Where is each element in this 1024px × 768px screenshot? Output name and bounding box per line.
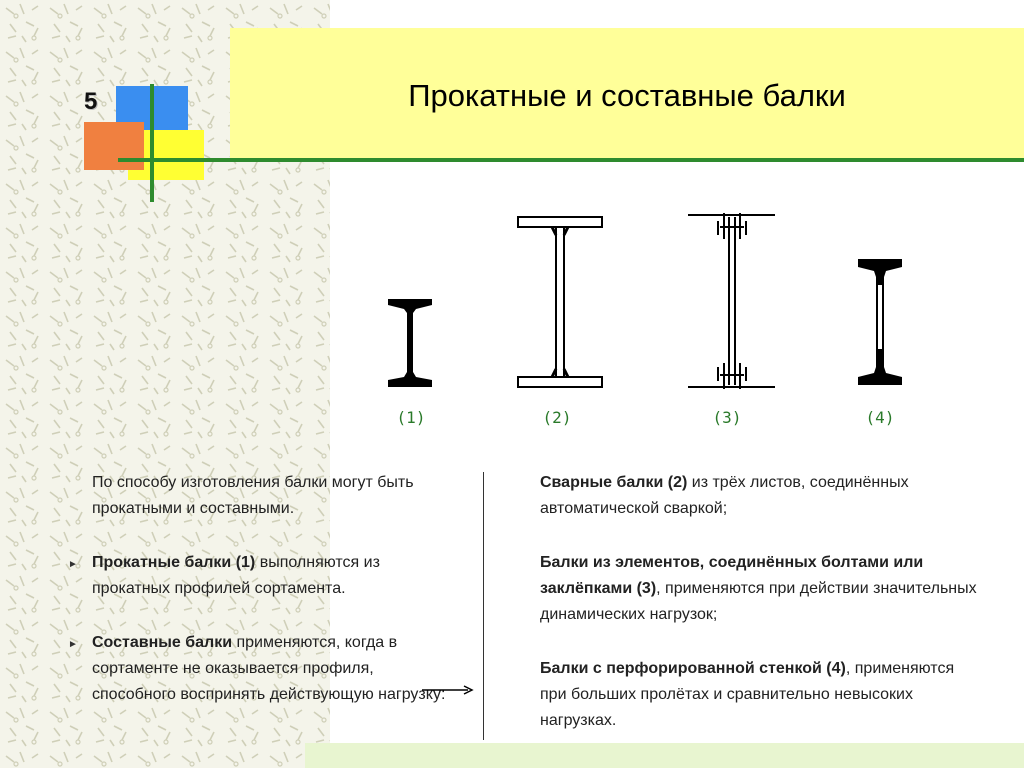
list-item	[68, 630, 452, 708]
beam-label-2: (2)	[542, 408, 572, 427]
column-divider	[483, 472, 484, 740]
intro-text: По способу изготовления балки могут быть прокатными и составными.	[92, 474, 414, 517]
title-underline	[210, 158, 1024, 162]
left-column	[68, 470, 452, 736]
rolled-beam-icon	[388, 299, 432, 387]
slide-title: Прокатные и составные балки	[408, 78, 846, 113]
perforated-beams-heading: Балки с перфорированной стенкой (4)	[540, 660, 846, 677]
triangle-bullet-icon: ►	[68, 559, 78, 570]
rolled-beams-heading: Прокатные балки (1)	[92, 554, 256, 571]
slide-decoration-squares	[80, 80, 210, 205]
beam-label-1: (1)	[396, 408, 426, 427]
composite-beams-heading: Составные балки	[92, 634, 233, 651]
bolted-beams-heading: Балки из элементов, соединённых болтами или заклёпками (3)	[540, 554, 924, 597]
triangle-bullet-icon: ►	[68, 639, 78, 650]
perforated-beams-text: , применяются при больших пролётах и сравнительно невысоких нагрузках.	[540, 660, 955, 729]
footer-bar	[305, 743, 1024, 768]
beam-sections	[380, 205, 940, 405]
beam-label-3: (3)	[712, 408, 742, 427]
right-column	[540, 470, 980, 762]
arrow-right-icon	[420, 683, 476, 697]
perforated-beam-icon	[858, 259, 902, 385]
bolted-beams-text: , применяются при действии значительных динамических нагрузок;	[540, 580, 977, 623]
bolted-beam-icon	[688, 213, 775, 389]
beam-label-4: (4)	[865, 408, 895, 427]
welded-beams-heading: Сварные балки (2)	[540, 474, 688, 491]
slide-number: 5	[84, 88, 98, 115]
welded-beams-text: из трёх листов, соединённых автоматической сваркой;	[540, 474, 909, 517]
rolled-beams-text: выполняются из прокатных профилей сортамента.	[92, 554, 380, 597]
list-item	[540, 470, 980, 522]
welded-beam-icon	[518, 217, 602, 387]
list-item	[68, 550, 452, 602]
composite-beams-text: применяются, когда в сортаменте не оказывается профиля, способного воспринять действующую нагрузку:	[92, 634, 446, 703]
list-item	[540, 656, 980, 734]
list-item	[540, 550, 980, 628]
